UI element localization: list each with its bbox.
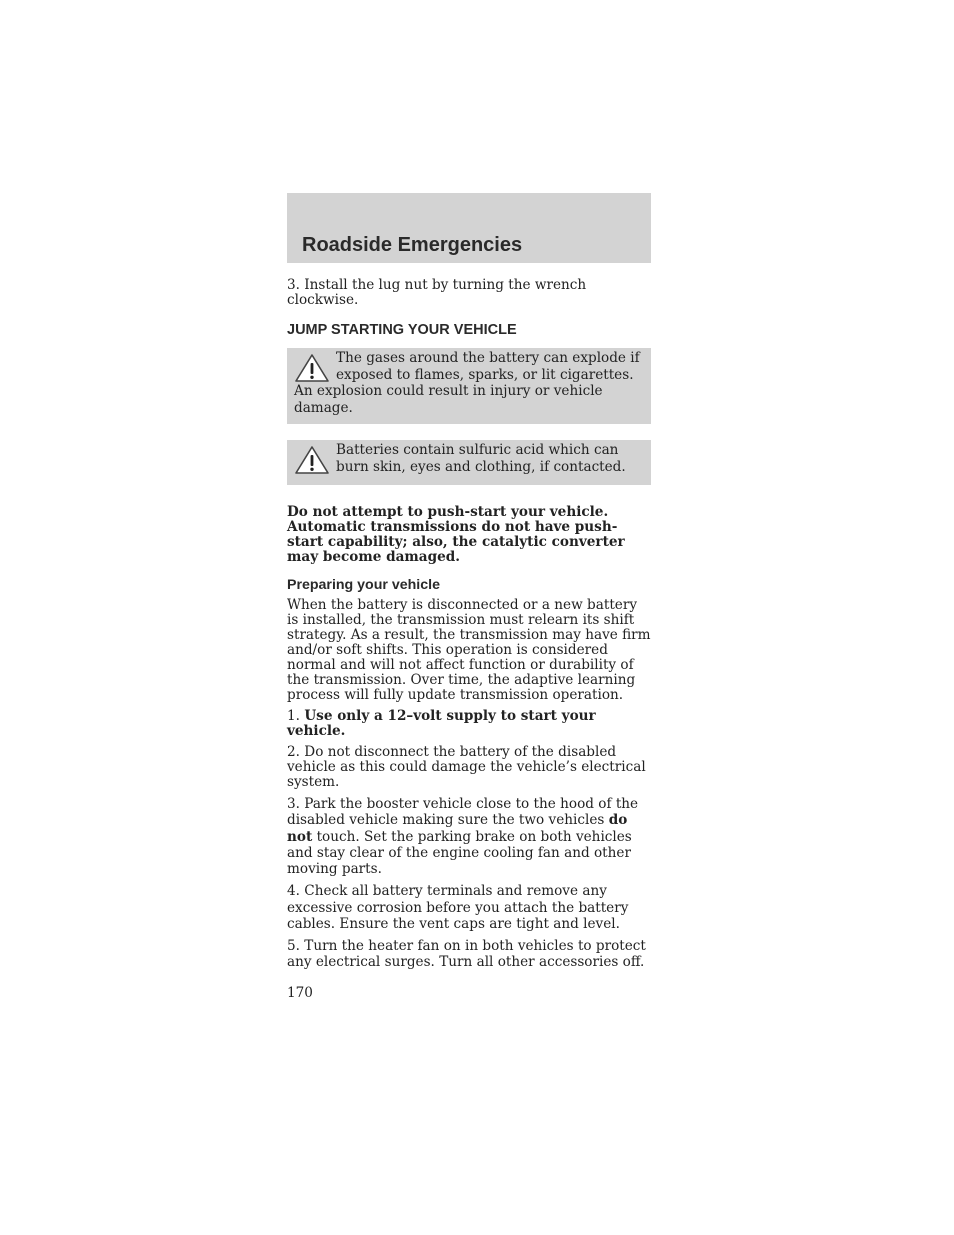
warning-triangle-icon (294, 353, 330, 383)
warning-triangle-icon (294, 445, 330, 475)
section-header-band (287, 193, 651, 263)
warning-text: Batteries contain sulfuric acid which can burn skin, eyes and clothing, if contacted. (336, 442, 626, 475)
step-5: 5. Turn the heater fan on in both vehicles to protect any electrical surges. Turn all other accessories off. (287, 938, 646, 971)
push-start-note: Do not attempt to push-start your vehicle. Automatic transmissions do not have push-start capability; also, the catalytic converter may become damaged. (287, 504, 625, 565)
warning-box-explosion (287, 348, 651, 424)
step-3 (287, 796, 651, 877)
warning-text: The gases around the battery can explode if exposed to flames, sparks, or lit cigarettes. An explosion could result in injury or vehicle damage. (294, 350, 640, 416)
step-1-bold: Use only a 12–volt supply to start your vehicle. (287, 708, 596, 739)
step-3-bold: do not (287, 812, 628, 845)
page-number: 170 (287, 985, 313, 1002)
step-1 (287, 709, 651, 739)
warning-box-acid (287, 440, 651, 485)
subheading: Preparing your vehicle (287, 577, 440, 593)
step-2: 2. Do not disconnect the battery of the disabled vehicle as this could damage the vehicle’s electrical system. (287, 744, 646, 790)
step-4: 4. Check all battery terminals and remove any excessive corrosion before you attach the battery cables. Ensure the vent caps are tight and level. (287, 883, 629, 933)
step-3-text-before: 3. Park the booster vehicle close to the hood of the disabled vehicle making sure the two vehicles (287, 796, 639, 829)
page-title: Roadside Emergencies (302, 234, 523, 256)
manual-page (287, 193, 651, 1001)
lug-nut-step: 3. Install the lug nut by turning the wrench clockwise. (287, 277, 587, 308)
prep-paragraph: When the battery is disconnected or a new battery is installed, the transmission must relearn its shift strategy. As a result, the transmission may have firm and/or soft shifts. This operation is considered normal and will not affect function or durability of the transmission. Over time, the adaptive learning process will fully update transmission operation. (287, 597, 651, 703)
section-heading: JUMP STARTING YOUR VEHICLE (287, 322, 517, 338)
step-3-text-after: touch. Set the parking brake on both vehicles and stay clear of the engine cooling fan and other moving parts. (287, 828, 632, 878)
step-1-number: 1. (287, 708, 300, 724)
